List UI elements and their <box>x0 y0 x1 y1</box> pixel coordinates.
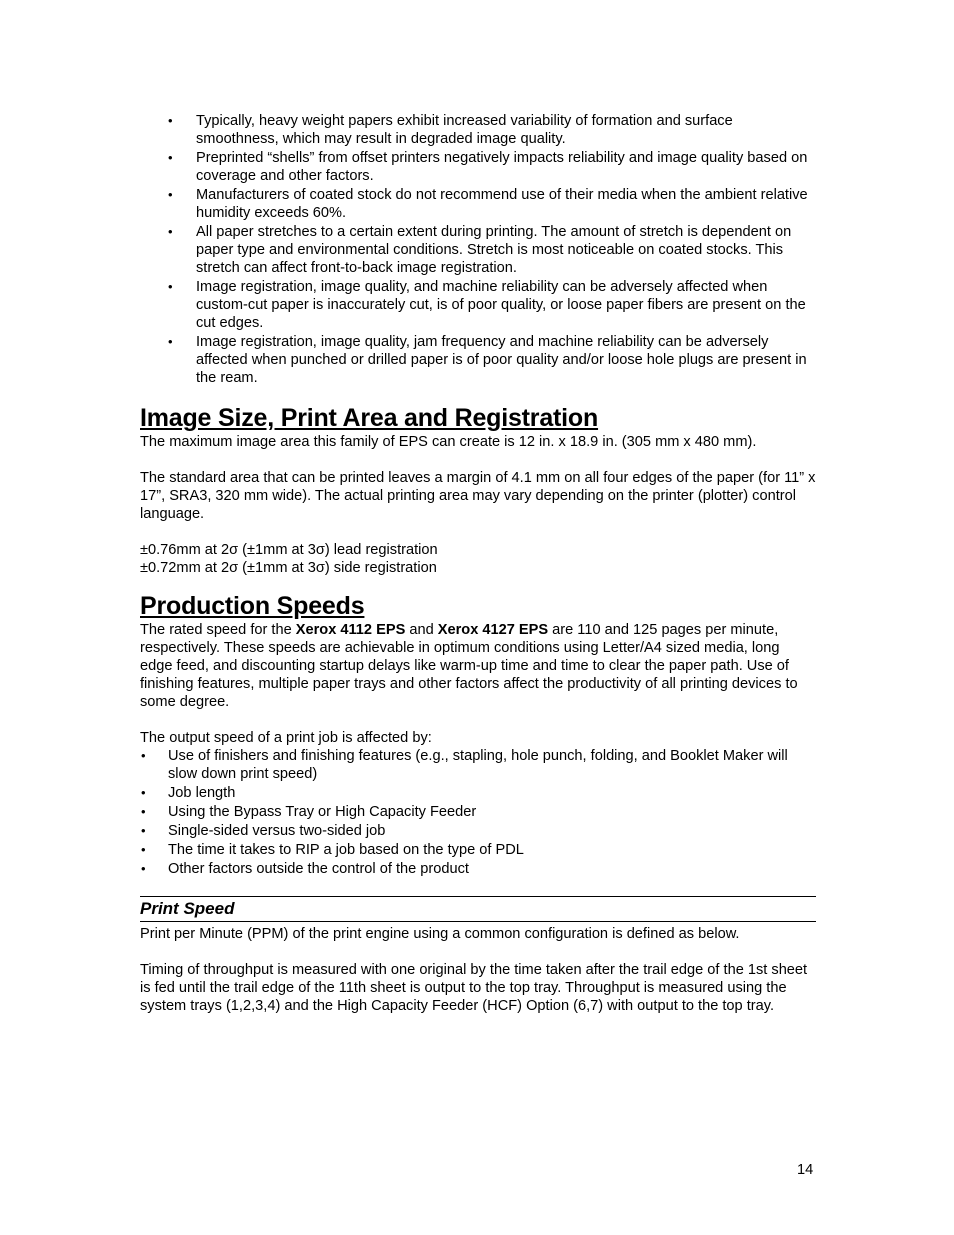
bullet-icon: • <box>168 150 173 165</box>
section-heading-production-speeds: Production Speeds <box>140 592 365 620</box>
subsection-heading-print-speed: Print Speed <box>140 896 816 922</box>
paragraph: The output speed of a print job is affected by: <box>140 730 432 746</box>
bullet-icon: • <box>168 334 173 349</box>
bullet-icon: • <box>141 861 146 876</box>
bullet-icon: • <box>168 279 173 294</box>
product-name: Xerox 4112 EPS <box>295 622 406 638</box>
list-item: • Manufacturers of coated stock do not recommend use of their media when the ambient relative humidity exceeds 60%. <box>168 187 808 221</box>
product-name: Xerox 4127 EPS <box>437 622 549 638</box>
paragraph: Timing of throughput is measured with one original by the time taken after the trail edge of the 1st sheet is fed until the trail edge of the 11th sheet is output to the top tray. Throughput is measured using the system trays (1,2,3,4) and the High Capacity Feeder (HCF) Option (6,7) with output to the top tray. <box>140 962 808 1014</box>
list-item: • The time it takes to RIP a job based on the type of PDL <box>141 842 524 858</box>
list-item: • Image registration, image quality, jam frequency and machine reliability can be adversely affected when punched or drilled paper is of poor quality and/or loose hole plugs are present in the ream. <box>168 334 807 386</box>
paper-notes-list <box>140 112 816 387</box>
section-heading-image-size: Image Size, Print Area and Registration <box>140 404 599 432</box>
paragraph: The rated speed for the Xerox 4112 EPS and Xerox 4127 EPS are 110 and 125 pages per minute, respectively. These speeds are achievable in optimum conditions using Letter/A4 sized media, long edge feed, and discounting startup delays like warm-up time and time to clear the paper path. Use of finishing features, multiple paper trays and other factors affect the productivity of all printing devices to some degree. <box>140 622 798 710</box>
document-page <box>140 112 816 1015</box>
bullet-icon: • <box>141 823 146 838</box>
bullet-icon: • <box>141 785 146 800</box>
lead-registration-text: ±0.76mm at 2σ (±1mm at 3σ) lead registration <box>140 542 438 558</box>
paragraph: The standard area that can be printed leaves a margin of 4.1 mm on all four edges of the paper (for 11” x 17”, SRA3, 320 mm wide). The actual printing area may vary depending on the printer (plotter) control language. <box>140 470 816 522</box>
speed-factors-list <box>140 747 816 878</box>
list-item: • Other factors outside the control of the product <box>141 861 469 877</box>
list-item: • Image registration, image quality, and machine reliability can be adversely affected when custom-cut paper is inaccurately cut, is of poor quality, or loose paper fibers are present on the cut edges. <box>168 279 806 331</box>
bullet-icon: • <box>168 187 173 202</box>
bullet-icon: • <box>141 804 146 819</box>
list-item: • Typically, heavy weight papers exhibit increased variability of formation and surface smoothness, which may result in degraded image quality. <box>168 113 733 147</box>
list-item: • Use of finishers and finishing features (e.g., stapling, hole punch, folding, and Booklet Maker will slow down print speed) <box>141 748 788 782</box>
list-item: • Job length <box>141 785 236 801</box>
paragraph: Print per Minute (PPM) of the print engine using a common configuration is defined as below. <box>140 926 740 942</box>
side-registration-text: ±0.72mm at 2σ (±1mm at 3σ) side registration <box>140 560 437 576</box>
bullet-icon: • <box>141 842 146 857</box>
bullet-icon: • <box>168 224 173 239</box>
list-item: • Using the Bypass Tray or High Capacity Feeder <box>141 804 477 820</box>
page-number: 14 <box>797 1162 814 1178</box>
list-item: • All paper stretches to a certain extent during printing. The amount of stretch is dependent on paper type and environmental conditions. Stretch is most noticeable on coated stocks. This stretch can affect front-to-back image registration. <box>168 224 792 276</box>
list-item: • Preprinted “shells” from offset printers negatively impacts reliability and image quality based on coverage and other factors. <box>168 150 808 184</box>
paragraph: The maximum image area this family of EPS can create is 12 in. x 18.9 in. (305 mm x 480 mm). <box>140 434 757 450</box>
bullet-icon: • <box>168 113 173 128</box>
list-item: • Single-sided versus two-sided job <box>141 823 386 839</box>
bullet-icon: • <box>141 748 146 763</box>
